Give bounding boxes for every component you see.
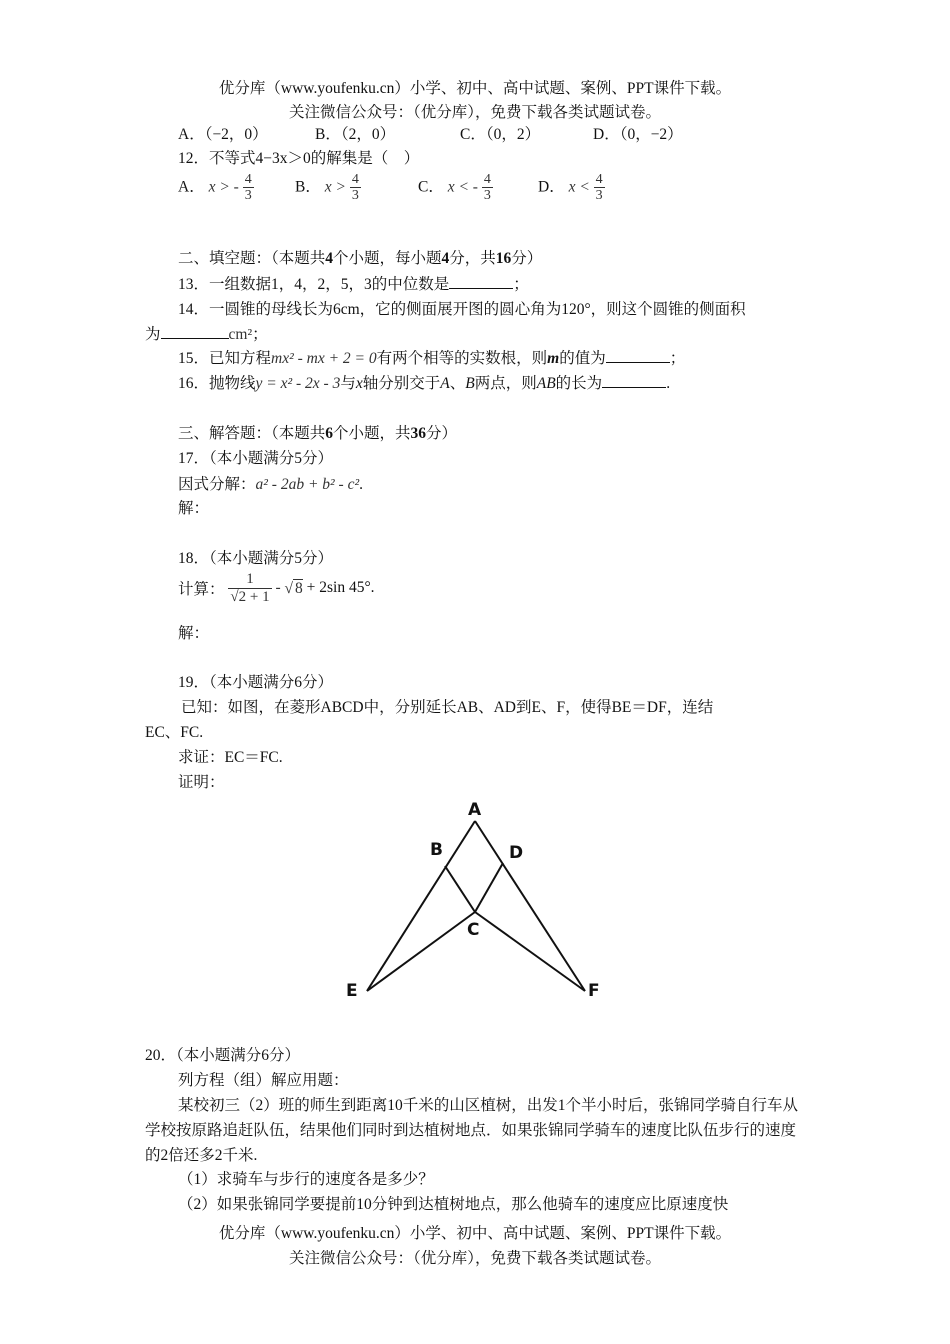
section-3-title-text: 个小题，共 (333, 425, 411, 442)
q16-x: x (355, 375, 363, 392)
q12-option-b-expr: x > (324, 178, 346, 196)
q15-mid: 有两个相等的实数根，则 (376, 350, 548, 367)
line-DC (475, 863, 503, 912)
q16-equation: y = x² - 2x - 3 (255, 375, 341, 392)
q14-tail: ； (252, 326, 268, 343)
q12-option-b (295, 172, 361, 204)
q12-option-c-label: C． (418, 178, 444, 196)
line-BC (445, 866, 475, 912)
q19-proof-label: 证明： (178, 774, 225, 791)
q16-mid3: 两点，则 (474, 375, 537, 392)
q20-paragraph: 某校初三（2）班的师生到距离10千米的山区植树，出发1个半小时后，张锦同学骑自行车从学校按原路追赶队伍，结果他们同时到达植树地点．如果张锦同学骑车的速度比队伍步行的速度的2倍还多2千米. (145, 1097, 799, 1164)
q17-expression: a² - 2ab + b² - c² (255, 476, 360, 493)
section-2-per-score: 4 (441, 250, 450, 267)
q11-option-d: D．（0，−2） (593, 126, 683, 143)
q20-question-1: （1）求骑车与步行的速度各是多少？ (178, 1171, 434, 1188)
q16-b: B (465, 375, 475, 392)
q13 (178, 272, 529, 294)
q14-unit: cm² (228, 326, 253, 343)
q12-option-a (178, 172, 254, 204)
q15-var: m (547, 350, 560, 367)
q16-answer-blank[interactable] (602, 373, 666, 388)
q17-tail: . (359, 476, 363, 493)
q11-option-c: C．（0，2） (460, 126, 541, 143)
section-3-title (178, 421, 457, 443)
q19-title: 19．（本小题满分6分） (178, 674, 334, 691)
q14-line-1: 14．一圆锥的母线长为6cm，它的侧面展开图的圆心角为120°，则这个圆锥的侧面积 (178, 301, 746, 318)
q12-option-d (538, 172, 605, 204)
q12-option-c-fraction (482, 172, 493, 204)
section-2-title-text: 个小题，每小题 (333, 250, 442, 267)
q18-fraction (228, 571, 271, 605)
q16-suffix: 的长为 (555, 375, 603, 392)
fraction-denominator: 3 (351, 188, 359, 204)
q20-question-2: （2）如果张锦同学要提前10分钟到达植树地点，那么他骑车的速度应比原速度快 (178, 1196, 729, 1213)
q13-text: 13．一组数据1，4，2，5，3的中位数是 (178, 276, 450, 293)
q18-minus: - (275, 579, 281, 596)
fraction-numerator: 4 (244, 172, 252, 187)
q20-title: 20．（本小题满分6分） (145, 1047, 301, 1064)
header-line-2: 关注微信公众号：（优分库），免费下载各类试题试卷。 (288, 104, 661, 121)
q12-option-a-fraction (243, 172, 254, 204)
q12-option-b-fraction (350, 172, 361, 204)
q12-option-c (418, 172, 493, 204)
section-2-total: 16 (495, 250, 512, 267)
q18-sqrt: √ 8 (284, 579, 303, 597)
section-3-count: 6 (325, 425, 334, 442)
q11-option-a: A．（−2，0） (178, 126, 268, 143)
q17-answer-label: 解： (178, 500, 210, 517)
q15-suffix: 的值为 (559, 350, 606, 367)
header-line-1: 优分库（www.youfenku.cn）小学、初中、高中试题、案例、PPT课件下载。 (218, 80, 732, 97)
fraction-numerator: 4 (483, 172, 491, 187)
q17-title: 17．（本小题满分5分） (178, 450, 334, 467)
q14-answer-blank[interactable] (161, 324, 229, 339)
q13-answer-blank[interactable] (449, 274, 513, 289)
label-C: C (467, 920, 480, 940)
q16-prefix: 16．抛物线 (178, 375, 256, 392)
q15-prefix: 15．已知方程 (178, 350, 272, 367)
rhombus-figure (330, 795, 620, 1005)
fraction-denominator: 3 (244, 188, 252, 204)
q12-option-a-expr: x > - (208, 178, 239, 196)
fraction-denominator: 3 (483, 188, 491, 204)
q18-sqrt-arg: 8 (295, 579, 303, 597)
q18-expression-tail: + 2sin 45°. (306, 579, 375, 596)
line-AF (475, 821, 585, 991)
q20-sub: 列方程（组）解应用题： (178, 1072, 349, 1089)
q12-option-d-fraction (594, 172, 605, 204)
q18-fraction-denominator: √2 + 1 (230, 588, 270, 605)
q16-tail: . (666, 375, 671, 392)
q17-stem-text: 因式分解： (178, 476, 256, 493)
fraction-numerator: 4 (595, 172, 603, 187)
line-AE (367, 821, 475, 991)
q13-tail: ； (513, 276, 529, 293)
q12-stem: 12．不等式4−3x＞0的解集是（ ） (178, 150, 420, 167)
q12-option-a-label: A． (178, 178, 205, 196)
label-B: B (430, 840, 443, 860)
q12-option-d-expr: x < (568, 178, 590, 196)
fraction-denominator: 3 (595, 188, 603, 204)
q15-answer-blank[interactable] (606, 348, 670, 363)
line-EC (367, 912, 475, 991)
fraction-numerator: 4 (351, 172, 359, 187)
q15-tail: ； (669, 350, 686, 367)
section-2-title-text: 分） (511, 250, 543, 267)
footer-line-2: 关注微信公众号：（优分库），免费下载各类试题试卷。 (288, 1250, 661, 1267)
q15-equation: mx² - mx + 2 = 0 (271, 350, 377, 367)
q18-fraction-numerator: 1 (228, 571, 271, 589)
q15 (178, 346, 685, 368)
section-2-title-text: 二、填空题：（本题共 (178, 250, 326, 267)
q16 (178, 371, 670, 393)
section-3-title-text: 三、解答题：（本题共 (178, 425, 326, 442)
q18-answer-label: 解： (178, 625, 210, 642)
section-3-total: 36 (410, 425, 427, 442)
q18-stem-text: 计算： (178, 581, 225, 598)
footer-line-1: 优分库（www.youfenku.cn）小学、初中、高中试题、案例、PPT课件下载。 (218, 1225, 732, 1242)
q12-option-d-label: D． (538, 178, 565, 196)
q17-stem (178, 472, 363, 494)
q16-mid: 与 (340, 375, 356, 392)
q12-option-b-label: B． (295, 178, 321, 196)
q16-mid2: 轴分别交于 (362, 375, 441, 392)
line-FC (475, 912, 585, 991)
q19-given-line-2: EC、FC. (145, 724, 204, 741)
q12-option-c-expr: x < - (447, 178, 478, 196)
label-A: A (468, 800, 482, 820)
q19-prove: 求证：EC＝FC. (178, 749, 283, 766)
q16-ab: AB (536, 375, 556, 392)
section-2-title (178, 246, 542, 268)
q16-sep: 、 (449, 375, 466, 392)
q16-a: A (440, 375, 450, 392)
q11-option-b: B．（2，0） (315, 126, 396, 143)
label-D: D (509, 843, 524, 863)
section-2-title-text: 分，共 (449, 250, 496, 267)
section-2-count: 4 (325, 250, 334, 267)
q18-title: 18．（本小题满分5分） (178, 550, 334, 567)
label-F: F (588, 981, 600, 1001)
q14-prefix: 为 (145, 326, 161, 343)
q14-line-2 (145, 322, 268, 344)
q18-stem (178, 571, 375, 605)
section-3-title-text: 分） (426, 425, 458, 442)
q19-given-line-1: 已知：如图，在菱形ABCD中，分别延长AB、AD到E、F，使得BE＝DF，连结 (181, 699, 714, 716)
label-E: E (346, 981, 358, 1001)
